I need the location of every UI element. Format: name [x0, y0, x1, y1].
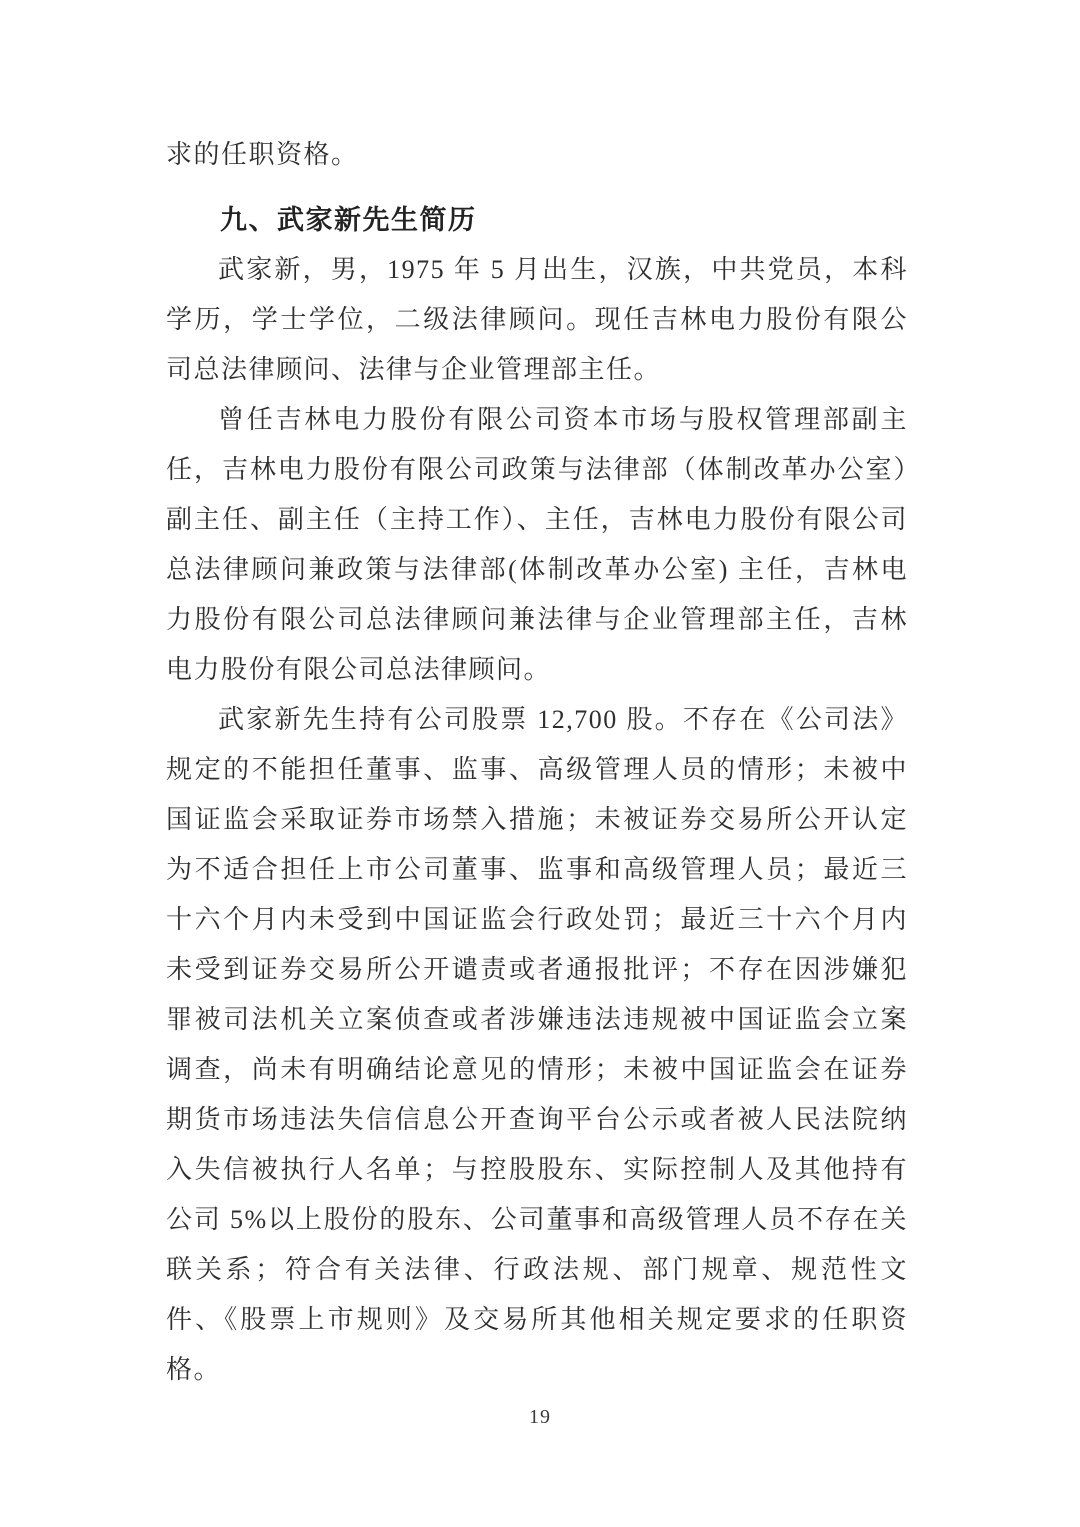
- document-body: [166, 130, 908, 1395]
- paragraph-bio: 武家新，男，1975 年 5 月出生，汉族，中共党员，本科学历，学士学位，二级法律顾问。现任吉林电力股份有限公司总法律顾问、法律与企业管理部主任。: [166, 255, 908, 384]
- paragraph-career-history: 曾任吉林电力股份有限公司资本市场与股权管理部副主任，吉林电力股份有限公司政策与法律部（体制改革办公室）副主任、副主任（主持工作）、主任，吉林电力股份有限公司总法律顾问兼政策与法律部(体制改革办公室) 主任，吉林电力股份有限公司总法律顾问兼法律与企业管理部主任，吉林电力股份有限公司总法律顾问。: [166, 405, 908, 684]
- paragraph-continuation: 求的任职资格。: [166, 140, 359, 169]
- section-heading: 九、武家新先生简历: [220, 205, 477, 235]
- paragraph-compliance-statement: 武家新先生持有公司股票 12,700 股。不存在《公司法》规定的不能担任董事、监事、高级管理人员的情形；未被中国证监会采取证券市场禁入措施；未被证券交易所公开认定为不适合担任上市公司董事、监事和高级管理人员；最近三十六个月内未受到中国证监会行政处罚；最近三十六个月内未受到证券交易所公开谴责或者通报批评；不存在因涉嫌犯罪被司法机关立案侦查或者涉嫌违法违规被中国证监会立案调查，尚未有明确结论意见的情形；未被中国证监会在证券期货市场违法失信信息公开查询平台公示或者被人民法院纳入失信被执行人名单；与控股股东、实际控制人及其他持有公司 5%以上股份的股东、公司董事和高级管理人员不存在关联关系；符合有关法律、行政法规、部门规章、规范性文件、《股票上市规则》及交易所其他相关规定要求的任职资格。: [166, 705, 908, 1384]
- page-number: 19: [529, 1406, 551, 1428]
